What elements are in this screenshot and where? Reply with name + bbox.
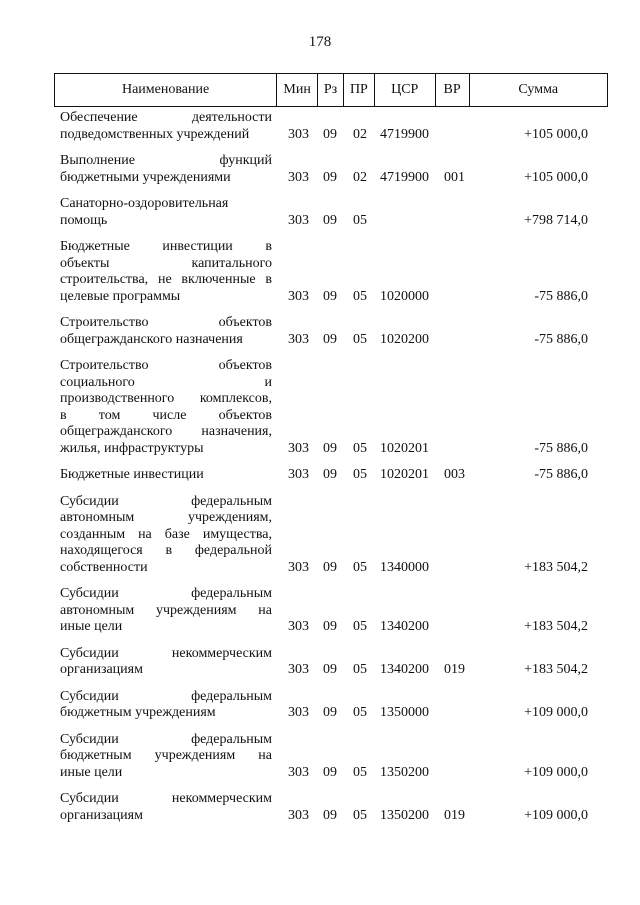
cell-sum: +105 000,0 [524, 169, 588, 185]
row-codes [0, 213, 640, 230]
row-name-line: Бюджетные инвестиции [60, 467, 204, 482]
table-row [0, 646, 640, 679]
row-name-line: собственности [60, 559, 148, 575]
cell-rz: 09 [323, 331, 337, 347]
cell-sum: -75 886,0 [534, 331, 588, 347]
cell-rz: 09 [323, 288, 337, 304]
row-name-line: в том числе объектов [60, 407, 272, 423]
row-name-line: автономным учреждениям, [60, 510, 272, 525]
cell-min: 303 [288, 126, 309, 142]
row-name-line: объекты капитального [60, 255, 272, 271]
row-name-line: социального и [60, 374, 272, 390]
row-name-line: Субсидии федеральным [60, 688, 272, 704]
header-vr: ВР [435, 74, 469, 106]
row-name-line: общегражданского назначения, [60, 424, 272, 439]
row-codes [0, 441, 640, 458]
cell-min: 303 [288, 559, 309, 575]
table-row [0, 791, 640, 824]
table-body [0, 110, 640, 834]
row-name-line: иные цели [60, 764, 123, 780]
cell-pr: 02 [353, 169, 367, 185]
table-row [0, 494, 640, 577]
header-csr: ЦСР [374, 74, 435, 106]
table-row [0, 732, 640, 782]
row-name-line: Субсидии федеральным [60, 731, 272, 747]
table-row [0, 153, 640, 186]
row-name-line: бюджетным учреждениям на [60, 748, 272, 763]
row-name-line: бюджетным учреждениям [60, 705, 216, 720]
row-codes [0, 127, 640, 144]
cell-pr: 05 [353, 440, 367, 456]
row-codes [0, 467, 640, 484]
row-name-line: Бюджетные инвестиции в [60, 239, 272, 254]
cell-rz: 09 [323, 662, 337, 677]
cell-min: 303 [288, 331, 309, 347]
row-codes [0, 662, 640, 679]
table-row [0, 110, 640, 143]
table-row [0, 239, 640, 305]
row-codes [0, 170, 640, 187]
table-row [0, 689, 640, 722]
cell-vr: 001 [444, 169, 465, 185]
cell-rz: 09 [323, 764, 337, 780]
row-name-line: Строительство объектов [60, 358, 272, 373]
cell-rz: 09 [323, 126, 337, 142]
cell-sum: +109 000,0 [524, 764, 588, 780]
cell-pr: 05 [353, 807, 367, 823]
row-name-line: строительства, не включенные в [60, 272, 272, 287]
row-codes [0, 765, 640, 782]
row-name-line: целевые программы [60, 288, 181, 304]
header-min: Мин [276, 74, 317, 106]
row-name-line: производственного комплексов, [60, 391, 272, 406]
row-name-line: общегражданского назначения [60, 331, 243, 347]
cell-min: 303 [288, 288, 309, 304]
page-number: 178 [308, 34, 332, 50]
cell-sum: +183 504,2 [524, 619, 588, 634]
cell-csr: 1350200 [380, 764, 429, 780]
row-name-line: Санаторно-оздоровительная [60, 196, 229, 211]
cell-rz: 09 [323, 807, 337, 823]
table-header [54, 73, 608, 107]
table-row [0, 586, 640, 636]
cell-min: 303 [288, 169, 309, 185]
row-name-line: подведомственных учреждений [60, 126, 250, 142]
cell-pr: 05 [353, 662, 367, 677]
row-name-line: Выполнение функций [60, 153, 272, 168]
table-row [0, 358, 640, 457]
cell-min: 303 [288, 807, 309, 823]
row-name-line: бюджетными учреждениями [60, 169, 231, 185]
cell-pr: 05 [353, 705, 367, 720]
cell-min: 303 [288, 662, 309, 677]
row-name-line: жилья, инфраструктуры [60, 440, 204, 456]
cell-sum: +105 000,0 [524, 126, 588, 142]
row-name-line: Субсидии федеральным [60, 586, 272, 601]
cell-pr: 05 [353, 212, 367, 228]
cell-pr: 05 [353, 331, 367, 347]
header-sum: Сумма [469, 74, 608, 106]
cell-csr: 1020201 [380, 467, 429, 482]
cell-pr: 05 [353, 619, 367, 634]
row-name-line: Субсидии некоммерческим [60, 645, 272, 661]
cell-rz: 09 [323, 619, 337, 634]
row-codes [0, 289, 640, 306]
cell-min: 303 [288, 212, 309, 228]
table-row [0, 467, 640, 484]
cell-csr: 1020200 [380, 331, 429, 347]
cell-sum: +798 714,0 [524, 212, 588, 228]
table-row [0, 315, 640, 348]
cell-sum: -75 886,0 [534, 440, 588, 456]
row-name-line: автономным учреждениям на [60, 602, 272, 618]
cell-rz: 09 [323, 559, 337, 575]
cell-sum: +183 504,2 [524, 662, 588, 677]
cell-min: 303 [288, 619, 309, 634]
cell-vr: 003 [444, 467, 465, 482]
cell-sum: +183 504,2 [524, 559, 588, 575]
cell-csr: 4719900 [380, 169, 429, 185]
row-codes [0, 619, 640, 636]
row-codes [0, 808, 640, 825]
header-name: Наименование [121, 82, 210, 97]
cell-rz: 09 [323, 440, 337, 456]
cell-rz: 09 [323, 169, 337, 185]
row-name-line: созданным на базе имущества, [60, 526, 272, 542]
row-codes [0, 560, 640, 577]
cell-csr: 1340200 [380, 662, 429, 677]
cell-pr: 05 [353, 288, 367, 304]
row-name-line: помощь [60, 212, 108, 228]
table-row [0, 196, 640, 229]
cell-csr: 1350200 [380, 807, 429, 823]
cell-min: 303 [288, 467, 309, 482]
cell-csr: 4719900 [380, 126, 429, 142]
cell-sum: -75 886,0 [534, 467, 588, 482]
cell-pr: 02 [353, 126, 367, 142]
row-name-line: Строительство объектов [60, 315, 272, 330]
row-name-line: организациям [60, 662, 143, 677]
cell-min: 303 [288, 764, 309, 780]
row-name-line: находящегося в федеральной [60, 543, 272, 558]
cell-vr: 019 [444, 807, 465, 823]
cell-csr: 1020201 [380, 440, 429, 456]
cell-rz: 09 [323, 212, 337, 228]
header-pr: ПР [343, 74, 374, 106]
row-name-line: Субсидии федеральным [60, 493, 272, 509]
cell-sum: -75 886,0 [534, 288, 588, 304]
cell-pr: 05 [353, 467, 367, 482]
row-name-line: иные цели [60, 619, 123, 634]
cell-pr: 05 [353, 559, 367, 575]
cell-sum: +109 000,0 [524, 807, 588, 823]
row-name-line: организациям [60, 807, 143, 823]
cell-csr: 1340200 [380, 619, 429, 634]
cell-rz: 09 [323, 467, 337, 482]
cell-sum: +109 000,0 [524, 705, 588, 720]
cell-min: 303 [288, 440, 309, 456]
cell-csr: 1350000 [380, 705, 429, 720]
row-name-line: Субсидии некоммерческим [60, 791, 272, 806]
cell-vr: 019 [444, 662, 465, 677]
cell-csr: 1340000 [380, 559, 429, 575]
cell-rz: 09 [323, 705, 337, 720]
row-codes [0, 705, 640, 722]
header-rz: Рз [317, 74, 343, 106]
row-name-line: Обеспечение деятельности [60, 110, 272, 125]
cell-pr: 05 [353, 764, 367, 780]
cell-min: 303 [288, 705, 309, 720]
cell-csr: 1020000 [380, 288, 429, 304]
row-codes [0, 332, 640, 349]
